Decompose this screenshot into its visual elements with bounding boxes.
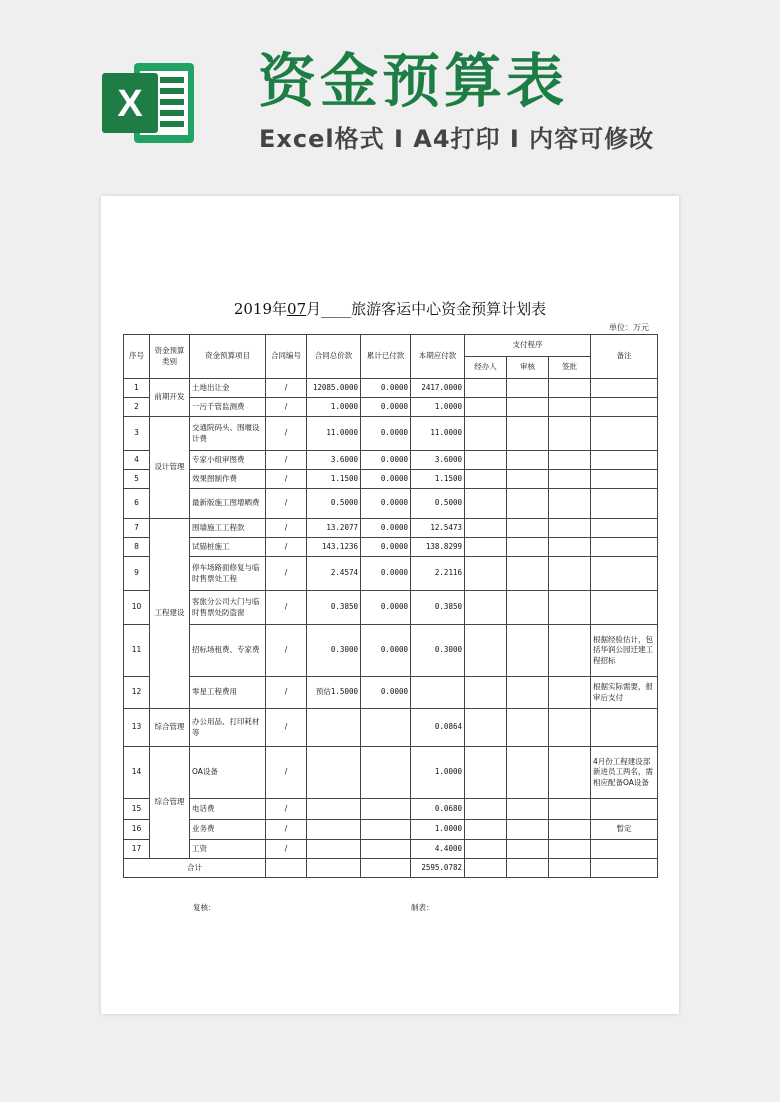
- table-row: [124, 451, 658, 470]
- row-due: 0.5000: [411, 489, 465, 519]
- row-handler: [465, 538, 507, 557]
- title-year: 2019年: [233, 300, 288, 318]
- row-paid: [361, 820, 411, 840]
- row-item: 零星工程费用: [190, 677, 266, 709]
- row-due: 2.2116: [411, 557, 465, 591]
- row-contract: /: [266, 470, 307, 489]
- row-paid: 0.0000: [361, 677, 411, 709]
- total-label: 合计: [124, 859, 266, 878]
- row-note: [591, 379, 658, 398]
- row-review: [507, 747, 549, 799]
- row-approve: [549, 709, 591, 747]
- total-contract-total: [307, 859, 361, 878]
- row-handler: [465, 417, 507, 451]
- row-approve: [549, 799, 591, 820]
- row-item: 交通院码头、围堰设计费: [190, 417, 266, 451]
- table-row: [124, 557, 658, 591]
- row-review: [507, 557, 549, 591]
- row-due: 12.5473: [411, 519, 465, 538]
- row-paid: 0.0000: [361, 489, 411, 519]
- row-paid: 0.0000: [361, 519, 411, 538]
- row-due: 0.3850: [411, 591, 465, 625]
- row-review: [507, 799, 549, 820]
- row-approve: [549, 625, 591, 677]
- row-note: [591, 709, 658, 747]
- row-due: 1.0000: [411, 747, 465, 799]
- row-item: 招标场租费、专家费: [190, 625, 266, 677]
- table-row: [124, 677, 658, 709]
- row-total: 3.6000: [307, 451, 361, 470]
- row-handler: [465, 709, 507, 747]
- table-row: [124, 489, 658, 519]
- col-category: 资金预算类别: [150, 335, 190, 379]
- category-cell: 综合管理: [150, 747, 190, 859]
- row-due: 0.0864: [411, 709, 465, 747]
- row-item: 业务费: [190, 820, 266, 840]
- row-handler: [465, 451, 507, 470]
- row-approve: [549, 747, 591, 799]
- row-paid: 0.0000: [361, 625, 411, 677]
- row-no: 11: [124, 625, 150, 677]
- row-item: 专家小组审图费: [190, 451, 266, 470]
- row-handler: [465, 470, 507, 489]
- row-no: 14: [124, 747, 150, 799]
- row-no: 1: [124, 379, 150, 398]
- row-item: 土地出让金: [190, 379, 266, 398]
- row-handler: [465, 677, 507, 709]
- row-contract: /: [266, 379, 307, 398]
- table-row: [124, 398, 658, 417]
- row-review: [507, 677, 549, 709]
- row-item: 客旅分公司大门与临时售票处防盗窗: [190, 591, 266, 625]
- row-note: 根据实际需要，报审后支付: [591, 677, 658, 709]
- table-row: [124, 799, 658, 820]
- row-contract: /: [266, 820, 307, 840]
- table-row: [124, 417, 658, 451]
- row-note: [591, 557, 658, 591]
- row-review: [507, 470, 549, 489]
- row-note: [591, 489, 658, 519]
- row-handler: [465, 591, 507, 625]
- document-title: [101, 298, 679, 319]
- row-item: 最新版施工图增晒费: [190, 489, 266, 519]
- col-due: 本期应付款: [411, 335, 465, 379]
- row-due: 2417.0000: [411, 379, 465, 398]
- row-no: 16: [124, 820, 150, 840]
- row-paid: 0.0000: [361, 379, 411, 398]
- title-month-suffix: 月: [306, 300, 322, 318]
- title-blank: ____: [321, 300, 352, 318]
- row-note: 根据经验估计，包括华润公园迁建工程招标: [591, 625, 658, 677]
- row-handler: [465, 519, 507, 538]
- row-review: [507, 451, 549, 470]
- col-index: 序号: [124, 335, 150, 379]
- row-contract: /: [266, 417, 307, 451]
- row-approve: [549, 379, 591, 398]
- row-contract: /: [266, 747, 307, 799]
- row-no: 5: [124, 470, 150, 489]
- row-contract: /: [266, 557, 307, 591]
- row-total: 143.1236: [307, 538, 361, 557]
- total-handler: [465, 859, 507, 878]
- row-approve: [549, 519, 591, 538]
- row-contract: /: [266, 538, 307, 557]
- table-row: [124, 625, 658, 677]
- row-due: 1.0000: [411, 820, 465, 840]
- row-contract: /: [266, 709, 307, 747]
- row-handler: [465, 379, 507, 398]
- row-due: 11.0000: [411, 417, 465, 451]
- row-approve: [549, 557, 591, 591]
- row-approve: [549, 677, 591, 709]
- row-handler: [465, 398, 507, 417]
- row-review: [507, 591, 549, 625]
- row-total: [307, 709, 361, 747]
- row-approve: [549, 451, 591, 470]
- col-handler: 经办人: [465, 357, 507, 379]
- row-item: 试锚桩施工: [190, 538, 266, 557]
- row-paid: 0.0000: [361, 417, 411, 451]
- row-note: [591, 398, 658, 417]
- row-due: 1.1500: [411, 470, 465, 489]
- row-no: 10: [124, 591, 150, 625]
- table-row: [124, 470, 658, 489]
- row-due: 0.0680: [411, 799, 465, 820]
- total-due: 2595.0782: [411, 859, 465, 878]
- svg-text:X: X: [117, 83, 143, 125]
- row-item: 一污千管监测费: [190, 398, 266, 417]
- row-note: 暂定: [591, 820, 658, 840]
- reviewer-label: 复核：: [193, 903, 216, 912]
- table-row: [124, 379, 658, 398]
- row-total: 1.1500: [307, 470, 361, 489]
- total-contract: [266, 859, 307, 878]
- row-note: [591, 538, 658, 557]
- row-paid: [361, 747, 411, 799]
- row-no: 3: [124, 417, 150, 451]
- row-total: [307, 747, 361, 799]
- row-contract: /: [266, 799, 307, 820]
- row-item: 工资: [190, 840, 266, 859]
- row-no: 8: [124, 538, 150, 557]
- table-row: [124, 840, 658, 859]
- row-paid: 0.0000: [361, 557, 411, 591]
- row-review: [507, 840, 549, 859]
- col-contract-no: 合同编号: [266, 335, 307, 379]
- row-no: 6: [124, 489, 150, 519]
- row-approve: [549, 538, 591, 557]
- unit-label: 单位：万元: [609, 323, 649, 332]
- table-row: [124, 538, 658, 557]
- row-handler: [465, 625, 507, 677]
- row-due: 4.4000: [411, 840, 465, 859]
- row-no: 15: [124, 799, 150, 820]
- row-note: [591, 799, 658, 820]
- row-contract: /: [266, 840, 307, 859]
- row-due: [411, 677, 465, 709]
- row-no: 9: [124, 557, 150, 591]
- total-approve: [549, 859, 591, 878]
- row-approve: [549, 398, 591, 417]
- category-cell: 综合管理: [150, 709, 190, 747]
- table-row: [124, 591, 658, 625]
- total-review: [507, 859, 549, 878]
- row-contract: /: [266, 398, 307, 417]
- row-handler: [465, 820, 507, 840]
- row-contract: /: [266, 451, 307, 470]
- row-total: 0.3000: [307, 625, 361, 677]
- row-contract: /: [266, 519, 307, 538]
- row-review: [507, 625, 549, 677]
- row-handler: [465, 799, 507, 820]
- row-total: 11.0000: [307, 417, 361, 451]
- col-item: 资金预算项目: [190, 335, 266, 379]
- row-paid: 0.0000: [361, 538, 411, 557]
- category-cell: 工程建设: [150, 519, 190, 709]
- row-paid: [361, 799, 411, 820]
- row-total: [307, 840, 361, 859]
- page-title: 资金预算表: [258, 47, 569, 115]
- row-total: [307, 820, 361, 840]
- budget-table: [123, 334, 658, 878]
- row-note: [591, 591, 658, 625]
- row-note: [591, 519, 658, 538]
- row-approve: [549, 591, 591, 625]
- row-due: 0.3000: [411, 625, 465, 677]
- row-handler: [465, 557, 507, 591]
- row-paid: 0.0000: [361, 470, 411, 489]
- row-review: [507, 538, 549, 557]
- row-contract: /: [266, 489, 307, 519]
- row-contract: /: [266, 677, 307, 709]
- col-review: 审核: [507, 357, 549, 379]
- maker-label: 制表：: [411, 903, 434, 912]
- row-total: 预估1.5000: [307, 677, 361, 709]
- row-review: [507, 820, 549, 840]
- row-approve: [549, 417, 591, 451]
- table-row: [124, 820, 658, 840]
- row-no: 12: [124, 677, 150, 709]
- row-due: 138.8299: [411, 538, 465, 557]
- row-item: 围墙施工工程款: [190, 519, 266, 538]
- row-paid: 0.0000: [361, 451, 411, 470]
- row-contract: /: [266, 591, 307, 625]
- row-review: [507, 398, 549, 417]
- row-approve: [549, 820, 591, 840]
- row-handler: [465, 840, 507, 859]
- row-review: [507, 709, 549, 747]
- row-total: 1.0000: [307, 398, 361, 417]
- row-contract: /: [266, 625, 307, 677]
- row-review: [507, 417, 549, 451]
- row-item: 办公用品、打印耗材等: [190, 709, 266, 747]
- total-row: [124, 859, 658, 878]
- row-due: 1.0000: [411, 398, 465, 417]
- page-subtitle: Excel格式 Ⅰ A4打印 Ⅰ 内容可修改: [259, 125, 655, 153]
- title-rest: 旅游客运中心资金预算计划表: [351, 300, 547, 318]
- row-item: 电话费: [190, 799, 266, 820]
- row-review: [507, 379, 549, 398]
- row-paid: [361, 709, 411, 747]
- row-review: [507, 519, 549, 538]
- row-no: 17: [124, 840, 150, 859]
- row-handler: [465, 747, 507, 799]
- row-total: [307, 799, 361, 820]
- header-row: [124, 335, 658, 357]
- row-note: [591, 451, 658, 470]
- row-item: OA设备: [190, 747, 266, 799]
- document-page: [101, 196, 679, 1014]
- row-total: 12085.0000: [307, 379, 361, 398]
- table-row: [124, 747, 658, 799]
- row-approve: [549, 470, 591, 489]
- table-row: [124, 519, 658, 538]
- row-review: [507, 489, 549, 519]
- col-note: 备注: [591, 335, 658, 379]
- row-item: 效果图制作费: [190, 470, 266, 489]
- row-total: 0.5000: [307, 489, 361, 519]
- category-cell: 设计管理: [150, 417, 190, 519]
- total-paid: [361, 859, 411, 878]
- row-paid: 0.0000: [361, 398, 411, 417]
- row-no: 13: [124, 709, 150, 747]
- title-month: 07: [287, 300, 307, 318]
- row-approve: [549, 840, 591, 859]
- row-paid: 0.0000: [361, 591, 411, 625]
- row-note: 4月份工程建设部新进员工两名，需相应配备OA设备: [591, 747, 658, 799]
- row-note: [591, 470, 658, 489]
- excel-logo-icon: [100, 57, 198, 149]
- row-total: 0.3850: [307, 591, 361, 625]
- row-approve: [549, 489, 591, 519]
- row-no: 2: [124, 398, 150, 417]
- row-handler: [465, 489, 507, 519]
- row-due: 3.6000: [411, 451, 465, 470]
- row-total: 2.4574: [307, 557, 361, 591]
- row-total: 13.2077: [307, 519, 361, 538]
- row-note: [591, 840, 658, 859]
- banner: [0, 0, 780, 195]
- row-item: 停车场路面修复与临时售票处工程: [190, 557, 266, 591]
- col-contract-total: 合同总价款: [307, 335, 361, 379]
- row-no: 4: [124, 451, 150, 470]
- col-payment: 支付程序: [465, 335, 591, 357]
- col-paid: 累计已付款: [361, 335, 411, 379]
- table-row: [124, 709, 658, 747]
- total-note: [591, 859, 658, 878]
- row-paid: [361, 840, 411, 859]
- row-note: [591, 417, 658, 451]
- col-approve: 签批: [549, 357, 591, 379]
- category-cell: 前期开发: [150, 379, 190, 417]
- row-no: 7: [124, 519, 150, 538]
